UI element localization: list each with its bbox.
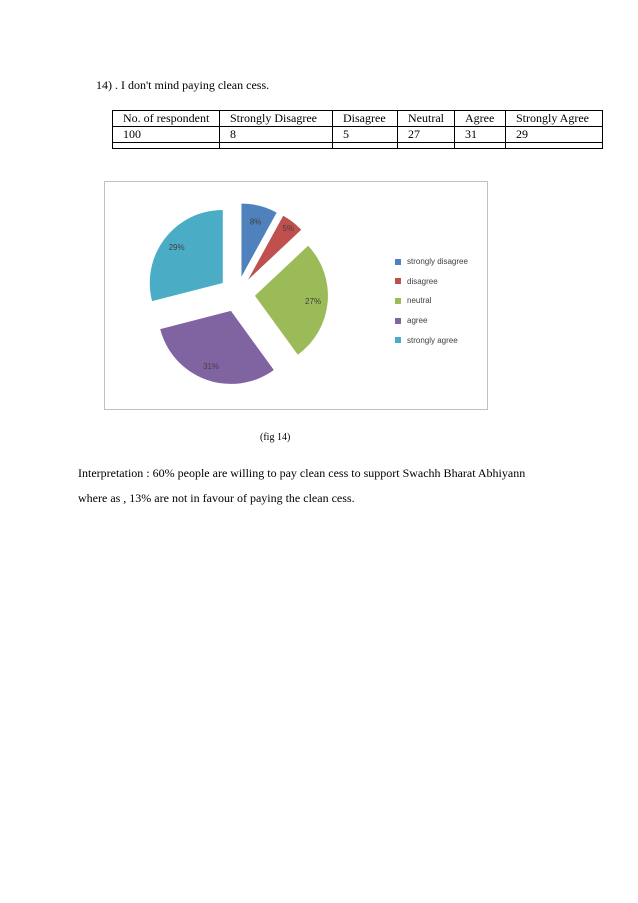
interpretation-text (78, 461, 588, 511)
legend-item (395, 252, 468, 272)
pie-slice-label: 27% (305, 297, 322, 307)
table-header-cell: Disagree (333, 111, 398, 127)
pie-chart (104, 181, 488, 410)
legend-item (395, 272, 468, 292)
table-cell: 100 (113, 127, 220, 143)
interpretation-line: Interpretation : 60% people are willing to pay clean cess to support Swachh Bharat Abhiyann (78, 466, 526, 480)
legend-swatch (395, 337, 401, 343)
legend-swatch (395, 259, 401, 265)
chart-legend (395, 252, 468, 350)
table-cell (398, 143, 455, 149)
pie-slice-strongly-agree (150, 210, 223, 301)
table-cell: 29 (506, 127, 603, 143)
legend-item (395, 291, 468, 311)
table-header-cell: Strongly Agree (506, 111, 603, 127)
legend-label: strongly disagree (407, 257, 468, 267)
question-title: 14) . I don't mind paying clean cess. (96, 78, 270, 92)
legend-swatch (395, 298, 401, 304)
respondent-table (112, 110, 603, 149)
table-header-row (113, 111, 603, 127)
table-cell (506, 143, 603, 149)
legend-item (395, 330, 468, 350)
legend-label: disagree (407, 276, 438, 286)
legend-label: agree (407, 316, 428, 326)
legend-swatch (395, 318, 401, 324)
table-header-cell: No. of respondent (113, 111, 220, 127)
table-cell: 27 (398, 127, 455, 143)
table-cell: 8 (220, 127, 333, 143)
table-cell (113, 143, 220, 149)
pie-slice-agree (160, 311, 274, 384)
table-empty-row (113, 143, 603, 149)
table-header-cell: Strongly Disagree (220, 111, 333, 127)
table-cell (333, 143, 398, 149)
legend-label: strongly agree (407, 335, 458, 345)
table-cell: 31 (455, 127, 506, 143)
interpretation-line: where as , 13% are not in favour of paying the clean cess. (78, 491, 355, 505)
table-header-cell: Neutral (398, 111, 455, 127)
table-cell (455, 143, 506, 149)
table-row (113, 127, 603, 143)
figure-caption: (fig 14) (260, 432, 291, 443)
table-cell (220, 143, 333, 149)
table-header-cell: Agree (455, 111, 506, 127)
legend-item (395, 311, 468, 331)
pie-slice-label: 8% (249, 217, 262, 227)
table-cell: 5 (333, 127, 398, 143)
legend-label: neutral (407, 296, 432, 306)
pie-slice-label: 31% (203, 361, 220, 371)
pie-slice-label: 5% (282, 223, 295, 233)
pie-slice-label: 29% (168, 243, 185, 253)
legend-swatch (395, 278, 401, 284)
